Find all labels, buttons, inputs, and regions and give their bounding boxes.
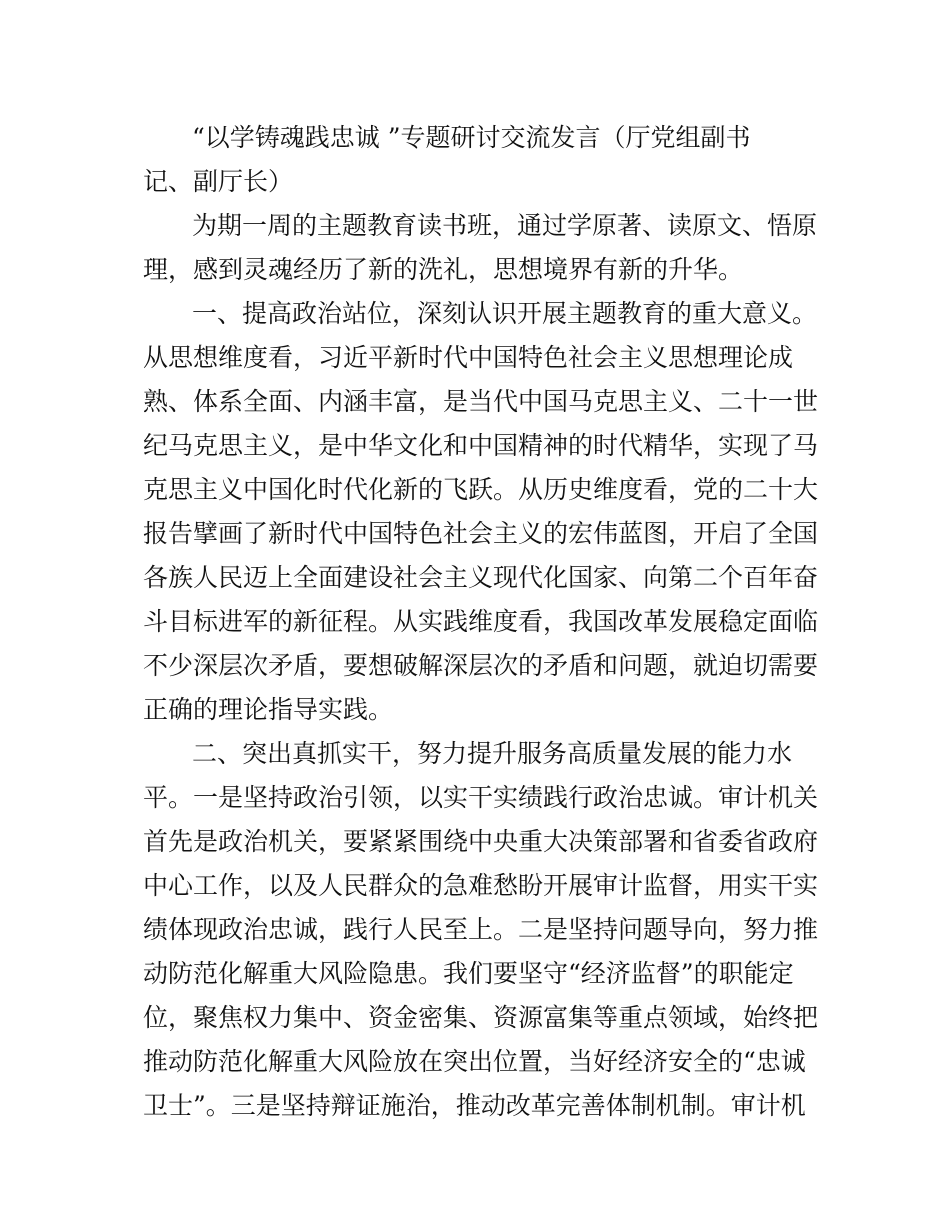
section2-paragraph-line: 绩体现政治忠诚，践行人民至上。二是坚持问题导向，努力推 (143, 915, 819, 944)
section1-paragraph-line: 斗目标进军的新征程。从实践维度看，我国改革发展稳定面临 (143, 607, 819, 636)
intro-paragraph-line: 为期一周的主题教育读书班，通过学原著、读原文、悟原 (192, 211, 818, 240)
section2-paragraph-line: 首先是政治机关，要紧紧围绕中央重大决策部署和省委省政府 (143, 827, 819, 856)
section2-paragraph-line: 中心工作，以及人民群众的急难愁盼开展审计监督，用实干实 (143, 871, 819, 900)
section1-paragraph-line: 克思主义中国化时代化新的飞跃。从历史维度看，党的二十大 (143, 475, 819, 504)
document-title-line-2: 记、副厅长） (143, 167, 294, 196)
section1-paragraph-line: 一、提高政治站位，深刻认识开展主题教育的重大意义。 (192, 299, 818, 328)
section2-paragraph-line: 卫士”。三是坚持辩证施治，推动改革完善体制机制。审计机 (143, 1091, 806, 1120)
section1-paragraph-line: 熟、体系全面、内涵丰富，是当代中国马克思主义、二十一世 (143, 387, 819, 416)
section1-paragraph-line: 纪马克思主义，是中华文化和中国精神的时代精华，实现了马 (143, 431, 819, 460)
section2-paragraph-line: 推动防范化解重大风险放在突出位置，当好经济安全的“忠诚 (143, 1047, 806, 1076)
section1-paragraph-line: 从思想维度看，习近平新时代中国特色社会主义思想理论成 (143, 343, 794, 372)
section1-paragraph-line: 不少深层次矛盾，要想破解深层次的矛盾和问题，就迫切需要 (143, 651, 819, 680)
intro-paragraph-line: 理，感到灵魂经历了新的洗礼，思想境界有新的升华。 (143, 255, 744, 284)
section2-paragraph-line: 平。一是坚持政治引领，以实干实绩践行政治忠诚。审计机关 (143, 783, 819, 812)
section2-paragraph-line: 动防范化解重大风险隐患。我们要坚守“经济监督”的职能定 (143, 959, 794, 988)
section1-paragraph-line: 正确的理论指导实践。 (143, 695, 394, 724)
section2-paragraph-line: 二、突出真抓实干，努力提升服务高质量发展的能力水 (192, 739, 793, 768)
document-title-line-1: “以学铸魂践忠诚 ”专题研讨交流发言（厅党组副书 (192, 123, 751, 152)
section1-paragraph-line: 报告擘画了新时代中国特色社会主义的宏伟蓝图，开启了全国 (143, 519, 819, 548)
section2-paragraph-line: 位，聚焦权力集中、资金密集、资源富集等重点领域，始终把 (143, 1003, 819, 1032)
section1-paragraph-line: 各族人民迈上全面建设社会主义现代化国家、向第二个百年奋 (143, 563, 819, 592)
